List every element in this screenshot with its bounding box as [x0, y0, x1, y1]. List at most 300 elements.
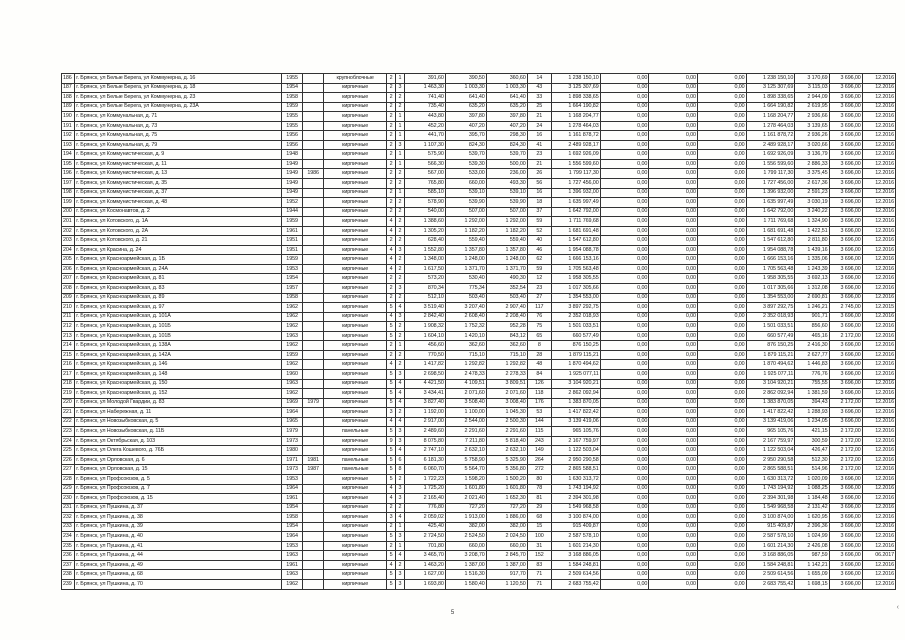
table-cell: 2 — [387, 121, 396, 131]
table-cell: 197 — [62, 179, 75, 189]
table-cell: кирпичные — [324, 112, 387, 122]
table-cell: 2 172,00 — [829, 331, 862, 341]
table-cell: 232 — [62, 513, 75, 523]
table-cell: 0,00 — [649, 264, 698, 274]
table-cell: 0,00 — [697, 560, 746, 570]
table-cell: 3 696,00 — [829, 293, 862, 303]
table-cell: 2 587 578,10 — [551, 532, 600, 542]
margin-mark: ‹ — [896, 604, 899, 611]
table-cell: 81 — [527, 494, 551, 504]
table-row — [62, 198, 896, 208]
table-cell: 2 — [387, 188, 396, 198]
table-cell: 0,00 — [697, 379, 746, 389]
table-cell: 2 352 018,93 — [746, 312, 795, 322]
table-cell: 0,00 — [697, 579, 746, 589]
table-row — [62, 150, 896, 160]
table-cell: 3 — [396, 532, 405, 542]
table-cell: г. Брянск, ул Коммунальная, д. 75 — [75, 131, 282, 141]
table-cell: 187 — [62, 83, 75, 93]
table-cell: 2 — [387, 207, 396, 217]
table-cell: 0,00 — [600, 312, 649, 322]
table-cell: 1959 — [282, 350, 303, 360]
table-cell: кирпичные — [324, 341, 387, 351]
table-cell: 1962 — [282, 312, 303, 322]
table-cell: 2 — [387, 74, 396, 84]
table-cell: 222 — [62, 417, 75, 427]
table-cell — [303, 570, 324, 580]
table-cell: 1954 — [282, 274, 303, 284]
table-cell: 0,00 — [649, 494, 698, 504]
table-cell: 12.2016 — [862, 331, 895, 341]
table-cell: 3 696,00 — [829, 150, 862, 160]
table-cell: 0,00 — [697, 293, 746, 303]
table-cell: 176 — [527, 398, 551, 408]
table-cell: 2 — [387, 83, 396, 93]
table-cell: 2 — [396, 474, 405, 484]
table-cell: 207 — [62, 274, 75, 284]
table-cell: 0,00 — [697, 150, 746, 160]
table-cell: 1 357,80 — [486, 245, 527, 255]
table-cell: 1 552,80 — [404, 245, 445, 255]
table-cell: 3 139,65 — [795, 121, 829, 131]
table-cell: 1964 — [282, 408, 303, 418]
table-cell: 226 — [62, 455, 75, 465]
table-cell: г. Брянск, ул Красноармейская, д. 146 — [75, 360, 282, 370]
table-cell: 2 — [387, 198, 396, 208]
table-cell: 0,00 — [649, 484, 698, 494]
table-cell: 0,00 — [600, 465, 649, 475]
table-row — [62, 532, 896, 542]
table-cell: 1963 — [282, 331, 303, 341]
table-cell: г. Брянск, ул Коммунистическая, д. 9 — [75, 150, 282, 160]
table-cell: 641,40 — [486, 93, 527, 103]
table-cell: г. Брянск, ул Коммунистическая, д. 37 — [75, 188, 282, 198]
table-cell: 715,10 — [486, 350, 527, 360]
table-cell: г. Брянск, ул Пушкина, д. 49 — [75, 560, 282, 570]
table-cell: 1964 — [282, 484, 303, 494]
table-cell: 1 383 870,05 — [551, 398, 600, 408]
table-cell: 507,00 — [486, 207, 527, 217]
table-row — [62, 513, 896, 523]
table-cell — [303, 541, 324, 551]
table-cell: панельные — [324, 465, 387, 475]
table-cell: 0,00 — [697, 112, 746, 122]
table-cell: 965 105,76 — [746, 427, 795, 437]
table-cell — [303, 236, 324, 246]
table-cell: 3 — [396, 245, 405, 255]
table-cell: 2 489 928,17 — [551, 140, 600, 150]
table-cell: кирпичные — [324, 255, 387, 265]
table-cell: 236 — [62, 551, 75, 561]
table-cell: 1 722,23 — [404, 474, 445, 484]
table-row — [62, 369, 896, 379]
table-cell: 2 — [396, 322, 405, 332]
table-cell: 221 — [62, 408, 75, 418]
table-cell: 3 696,00 — [829, 179, 862, 189]
table-cell: 2 865 588,51 — [551, 465, 600, 475]
table-cell: 660,00 — [445, 541, 486, 551]
table-cell: 1 292,00 — [486, 217, 527, 227]
table-cell: 4 — [396, 398, 405, 408]
table-cell: 3 240,22 — [795, 207, 829, 217]
table-cell: 1 243,39 — [795, 264, 829, 274]
table-cell: 1 120,50 — [486, 579, 527, 589]
table-cell: г. Брянск, ул Белые Берега, ул Коммунерна, д. 23А — [75, 102, 282, 112]
table-cell: 0,00 — [697, 360, 746, 370]
table-cell: 0,00 — [649, 369, 698, 379]
table-row — [62, 389, 896, 399]
table-cell: 1 925 077,11 — [746, 369, 795, 379]
table-cell: 0,00 — [697, 455, 746, 465]
table-cell: 149 — [527, 446, 551, 456]
table-cell: 209 — [62, 293, 75, 303]
table-cell: 3 696,00 — [829, 379, 862, 389]
table-cell: 0,00 — [600, 341, 649, 351]
table-cell: 4 — [396, 389, 405, 399]
table-cell: 186 — [62, 74, 75, 84]
table-cell: 202 — [62, 226, 75, 236]
table-cell: 1956 — [282, 140, 303, 150]
table-cell: 23 — [527, 284, 551, 294]
table-cell: 3 897 292,75 — [746, 303, 795, 313]
table-cell: 0,00 — [600, 217, 649, 227]
table-cell: 0,00 — [600, 121, 649, 131]
table-cell: 1 305,20 — [404, 226, 445, 236]
table-cell: 1 666 153,16 — [746, 255, 795, 265]
table-cell: 0,00 — [600, 303, 649, 313]
table-cell: г. Брянск, ул Белые Берега, ул Коммунерна, д. 16 — [75, 74, 282, 84]
table-cell: 3 465,70 — [404, 551, 445, 561]
table-cell: 0,00 — [649, 360, 698, 370]
table-cell: 2 396,36 — [795, 522, 829, 532]
table-cell: 1 635 997,49 — [746, 198, 795, 208]
table-cell: 0,00 — [649, 198, 698, 208]
table-cell: 3 125 307,69 — [551, 83, 600, 93]
table-cell: 3 104 920,21 — [551, 379, 600, 389]
table-cell: 16 — [527, 188, 551, 198]
table-cell: 3 696,00 — [829, 503, 862, 513]
table-cell: 3 — [396, 494, 405, 504]
table-cell: 21 — [527, 159, 551, 169]
table-cell — [303, 560, 324, 570]
table-cell: 220 — [62, 398, 75, 408]
table-row — [62, 226, 896, 236]
table-cell: 5 — [387, 579, 396, 589]
table-cell: 0,00 — [600, 513, 649, 523]
table-cell: 727,20 — [445, 503, 486, 513]
table-cell: 21 — [527, 112, 551, 122]
table-cell: г. Брянск, ул Коммунистическая, д. 13 — [75, 169, 282, 179]
table-cell: 4 — [387, 360, 396, 370]
table-cell: 56 — [527, 179, 551, 189]
table-cell: 1951 — [282, 245, 303, 255]
table-cell: 1 371,70 — [486, 264, 527, 274]
table-cell: г. Брянск, ул Профсоюзов, д. 15 — [75, 494, 282, 504]
table-cell: 12.2016 — [862, 102, 895, 112]
table-cell: г. Брянск, ул Профсоюзов, д. 7 — [75, 484, 282, 494]
table-cell: 952,28 — [486, 322, 527, 332]
table-cell: 3 — [396, 436, 405, 446]
table-cell: 227 — [62, 465, 75, 475]
table-row — [62, 131, 896, 141]
table-cell: 3 696,00 — [829, 513, 862, 523]
table-row — [62, 579, 896, 589]
table-cell: 0,00 — [697, 551, 746, 561]
table-cell: 1 500,20 — [486, 474, 527, 484]
table-cell: 1 420,10 — [445, 331, 486, 341]
table-cell: 1949 — [282, 159, 303, 169]
table-cell: 78 — [527, 484, 551, 494]
table-cell: 62 — [527, 255, 551, 265]
table-cell: 3 696,00 — [829, 408, 862, 418]
table-cell: 115 — [527, 427, 551, 437]
table-cell: 2 291,60 — [445, 427, 486, 437]
table-cell: 2 — [396, 93, 405, 103]
table-cell: 2 — [387, 179, 396, 189]
table-cell: панельные — [324, 427, 387, 437]
table-cell: 12.2016 — [862, 427, 895, 437]
table-cell: 2 862 092,94 — [551, 389, 600, 399]
table-cell: 0,00 — [697, 245, 746, 255]
table-cell: 635,20 — [445, 102, 486, 112]
table-cell: 1 387,00 — [486, 560, 527, 570]
table-cell: 1 122 503,04 — [551, 446, 600, 456]
table-cell: 12.2016 — [862, 541, 895, 551]
table-cell: 1 925 077,11 — [551, 369, 600, 379]
table-cell: 75 — [527, 322, 551, 332]
table-cell: 0,00 — [697, 427, 746, 437]
table-cell: 1961 — [282, 226, 303, 236]
table-cell: 2 — [387, 341, 396, 351]
table-cell — [303, 322, 324, 332]
table-cell: 1 388,60 — [404, 217, 445, 227]
table-cell: 12.2016 — [862, 484, 895, 494]
table-cell: кирпичные — [324, 389, 387, 399]
table-cell: 1 417,82 — [404, 360, 445, 370]
table-cell — [303, 446, 324, 456]
table-cell: 0,00 — [697, 226, 746, 236]
table-cell: г. Брянск, ул Красина, д. 24 — [75, 245, 282, 255]
table-cell: 0,00 — [600, 131, 649, 141]
table-cell: 1 908,32 — [404, 322, 445, 332]
table-cell: 1 003,30 — [486, 83, 527, 93]
table-row — [62, 93, 896, 103]
table-cell: 229 — [62, 484, 75, 494]
table-cell: 628,40 — [404, 236, 445, 246]
table-cell: 1 278 464,03 — [746, 121, 795, 131]
table-cell: 2 587 578,10 — [746, 532, 795, 542]
table-cell: 503,40 — [486, 293, 527, 303]
table-cell: 1 — [396, 541, 405, 551]
table-cell: 12.2015 — [862, 303, 895, 313]
table-cell: 660 577,49 — [551, 331, 600, 341]
table-cell: 2 — [396, 226, 405, 236]
table-cell: кирпичные — [324, 560, 387, 570]
table-cell — [303, 131, 324, 141]
table-cell: 0,00 — [600, 494, 649, 504]
table-cell: г. Брянск, ул Октябрьская, д. 103 — [75, 436, 282, 446]
table-cell: 3 696,00 — [829, 83, 862, 93]
table-cell: 0,00 — [697, 188, 746, 198]
table-cell: 23 — [527, 150, 551, 160]
table-cell: 1 020,09 — [795, 474, 829, 484]
table-cell: 0,00 — [697, 83, 746, 93]
table-cell: 5 — [387, 532, 396, 542]
table-cell: кирпичные — [324, 360, 387, 370]
table-cell: 5 — [387, 465, 396, 475]
table-cell — [303, 551, 324, 561]
table-cell: 0,00 — [649, 303, 698, 313]
table-cell: 1957 — [282, 284, 303, 294]
table-cell: 1 870 494,62 — [551, 360, 600, 370]
table-cell: 2 698,50 — [404, 369, 445, 379]
table-cell: 0,00 — [600, 207, 649, 217]
table-cell: 0,00 — [649, 446, 698, 456]
table-cell: 6 181,30 — [404, 455, 445, 465]
table-cell: 12.2016 — [862, 350, 895, 360]
table-row — [62, 331, 896, 341]
table-cell: 1 003,30 — [445, 83, 486, 93]
table-cell: г. Брянск, ул Пушкина, д. 38 — [75, 513, 282, 523]
table-cell: 29 — [527, 503, 551, 513]
table-cell: 917,70 — [486, 570, 527, 580]
table-cell — [303, 312, 324, 322]
table-cell: 1 627,00 — [404, 570, 445, 580]
table-row — [62, 398, 896, 408]
table-cell: 4 — [387, 417, 396, 427]
table-cell: 2 936,26 — [795, 131, 829, 141]
table-cell: кирпичные — [324, 226, 387, 236]
table-cell: 1 348,00 — [404, 255, 445, 265]
table-cell: 0,00 — [600, 417, 649, 427]
table-cell: 1 549 968,58 — [746, 503, 795, 513]
table-cell: 1 711 769,68 — [746, 217, 795, 227]
table-cell: 27 — [527, 293, 551, 303]
table-cell — [303, 408, 324, 418]
table-cell: 215 — [62, 350, 75, 360]
table-cell: 2 944,09 — [795, 93, 829, 103]
table-cell: 1 371,70 — [445, 264, 486, 274]
table-cell: г. Брянск, ул Красноармейская, д. 101А — [75, 312, 282, 322]
table-cell: 193 — [62, 140, 75, 150]
table-cell: 3 696,00 — [829, 322, 862, 332]
table-cell — [303, 341, 324, 351]
table-cell: 1 556 599,60 — [551, 159, 600, 169]
table-cell: 12.2016 — [862, 121, 895, 131]
table-cell: 2 683 755,42 — [746, 579, 795, 589]
table-cell — [303, 245, 324, 255]
table-cell: 2 352 018,93 — [551, 312, 600, 322]
table-cell: 0,00 — [600, 83, 649, 93]
table-cell: 1 182,20 — [486, 226, 527, 236]
table-cell: 3 168 886,05 — [551, 551, 600, 561]
table-cell: 3 696,00 — [829, 131, 862, 141]
table-cell: 1981 — [303, 455, 324, 465]
table-cell: г. Брянск, ул Белые Берега, ул Коммунерна, д. 23 — [75, 93, 282, 103]
table-cell: 0,00 — [697, 121, 746, 131]
table-cell: 43 — [527, 83, 551, 93]
table-cell: 1 238 150,10 — [551, 74, 600, 84]
table-cell: 1 601 214,30 — [746, 541, 795, 551]
table-cell: 300,59 — [795, 436, 829, 446]
table-cell: 585,10 — [404, 188, 445, 198]
table-row — [62, 494, 896, 504]
table-cell: 0,00 — [649, 455, 698, 465]
table-cell — [303, 264, 324, 274]
table-cell: г. Брянск, ул Профсоюзов, д. 5 — [75, 474, 282, 484]
table-cell: 407,20 — [445, 121, 486, 131]
table-cell: 1 727 456,00 — [746, 179, 795, 189]
table-cell: 1 516,30 — [445, 570, 486, 580]
table-cell: 397,80 — [445, 112, 486, 122]
table-cell: г. Брянск, ул Космонавтов, д. 2 — [75, 207, 282, 217]
table-cell: 238 — [62, 570, 75, 580]
table-cell: 2 627,77 — [795, 350, 829, 360]
table-cell: 3 208,70 — [445, 551, 486, 561]
table-cell: 3 008,40 — [486, 398, 527, 408]
table-cell: 735,40 — [404, 102, 445, 112]
table-cell: 2 — [396, 408, 405, 418]
table-cell: 1 620,95 — [795, 513, 829, 523]
table-cell: 2 745,00 — [829, 303, 862, 313]
table-cell: 4 — [387, 217, 396, 227]
table-cell: 264 — [527, 455, 551, 465]
table-cell: 59 — [527, 264, 551, 274]
table-cell: 1964 — [282, 532, 303, 542]
table-cell: 3 827,40 — [404, 398, 445, 408]
table-cell: 2 394 301,98 — [551, 494, 600, 504]
table-cell: 701,80 — [404, 541, 445, 551]
table-cell: 3 — [396, 369, 405, 379]
table-cell: 539,10 — [445, 188, 486, 198]
table-cell: 12.2016 — [862, 131, 895, 141]
table-cell: 1986 — [303, 169, 324, 179]
table-cell: 3 696,00 — [829, 579, 862, 589]
table-cell: 539,90 — [445, 198, 486, 208]
table-cell: 1 — [396, 341, 405, 351]
table-cell: г. Брянск, ул Котовского, д. 2А — [75, 226, 282, 236]
table-cell: 0,00 — [649, 169, 698, 179]
table-cell: кирпичные — [324, 188, 387, 198]
table-cell: 12.2016 — [862, 560, 895, 570]
table-row — [62, 446, 896, 456]
table-cell — [303, 102, 324, 112]
table-cell: 0,00 — [600, 159, 649, 169]
table-cell: 1963 — [282, 379, 303, 389]
table-row — [62, 350, 896, 360]
table-cell: 539,70 — [445, 150, 486, 160]
table-cell: 1 — [396, 131, 405, 141]
table-cell: 2 172,00 — [829, 455, 862, 465]
table-cell: 1 278 464,03 — [551, 121, 600, 131]
table-cell: кирпичные — [324, 350, 387, 360]
table-cell: 573,20 — [404, 274, 445, 284]
table-cell: 205 — [62, 255, 75, 265]
table-cell: 5 — [387, 474, 396, 484]
table-cell: кирпичные — [324, 322, 387, 332]
table-cell: 3 168 886,05 — [746, 551, 795, 561]
table-cell: 3 170,69 — [795, 74, 829, 84]
table-cell — [303, 83, 324, 93]
table-cell: 1958 — [282, 293, 303, 303]
table-cell: 3 696,00 — [829, 360, 862, 370]
table-cell: 2 524,50 — [445, 532, 486, 542]
table-cell: 3 696,00 — [829, 121, 862, 131]
table-cell: кирпичные — [324, 474, 387, 484]
table-row — [62, 112, 896, 122]
table-cell: кирпичные — [324, 121, 387, 131]
table-cell: 1 681 691,48 — [746, 226, 795, 236]
